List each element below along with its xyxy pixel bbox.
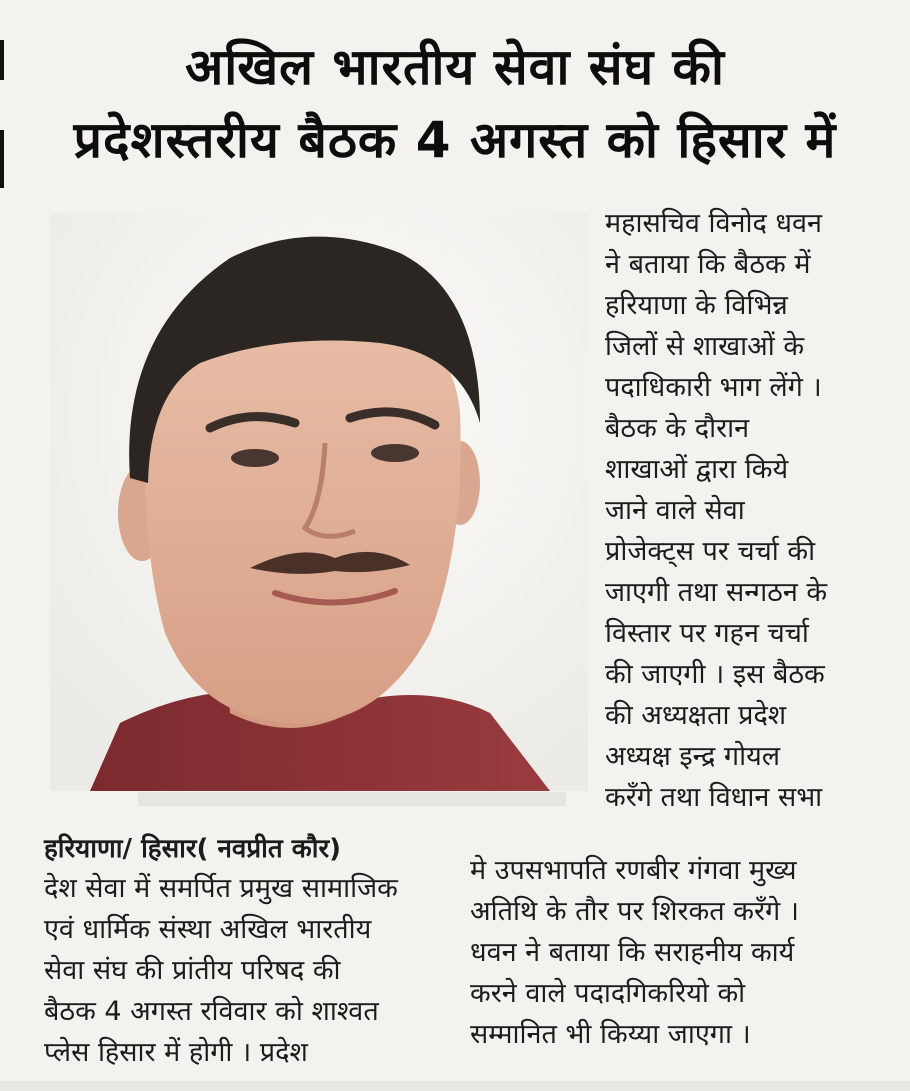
article-text-line: सेवा संघ की प्रांतीय परिषद की <box>44 955 341 986</box>
article-text-line: अध्यक्ष इन्द्र गोयल <box>605 741 781 772</box>
portrait-photo <box>50 213 588 791</box>
article-text-line: विस्तार पर गहन चर्चा <box>605 618 809 649</box>
article-text-line: महासचिव विनोद धवन <box>605 208 822 239</box>
article-text-line: करने वाले पदादगिकरियो को <box>470 978 746 1009</box>
article-text-line: हरियाणा के विभिन्न <box>605 290 788 321</box>
article-text-line: पदाधिकारी भाग लेंगे । <box>605 372 822 403</box>
article-text-line: शाखाओं द्वारा किये <box>605 454 789 485</box>
article-text-line: बैठक के दौरान <box>605 413 750 444</box>
article-text-line: धवन ने बताया कि सराहनीय कार्य <box>470 937 795 968</box>
article-text-line: एवं धार्मिक संस्था अखिल भारतीय <box>44 914 372 945</box>
article-text-line: मे उपसभापति रणबीर गंगवा मुख्य <box>470 855 797 886</box>
article-text-line: जिलों से शाखाओं के <box>605 331 805 362</box>
article-text-line: जाने वाले सेवा <box>605 495 745 526</box>
article-text-line: देश सेवा में समर्पित प्रमुख सामाजिक <box>44 873 398 904</box>
article-text-line: प्रोजेक्ट्स पर चर्चा की <box>605 536 816 567</box>
photo-bottom-strip <box>138 792 566 806</box>
article-text-line: ने बताया कि बैठक में <box>605 249 811 280</box>
article-text-line: की अध्यक्षता प्रदेश <box>605 700 787 731</box>
headline-line-2: प्रदेशस्तरीय बैठक 4 अगस्त को हिसार में <box>73 111 837 169</box>
portrait-photo-icon <box>50 213 588 791</box>
page-bottom-edge <box>0 1081 910 1091</box>
article-text-line: अतिथि के तौर पर शिरकत करँगे । <box>470 896 800 927</box>
article-text-line: की जाएगी । इस बैठक <box>605 659 825 690</box>
article-text-line: बैठक 4 अगस्त रविवार को शाश्वत <box>44 996 379 1027</box>
headline-line-1: अखिल भारतीय सेवा संघ की <box>185 38 725 96</box>
article-byline: हरियाणा/ हिसार( नवप्रीत कौर) <box>44 834 341 864</box>
article-text-line: प्लेस हिसार में होगी । प्रदेश <box>44 1037 308 1068</box>
article-text-line: करँगे तथा विधान सभा <box>605 782 823 813</box>
article-text-line: जाएगी तथा सन्गठन के <box>605 577 828 608</box>
article-text-line: सम्मानित भी किय्या जाएगा । <box>470 1019 751 1050</box>
